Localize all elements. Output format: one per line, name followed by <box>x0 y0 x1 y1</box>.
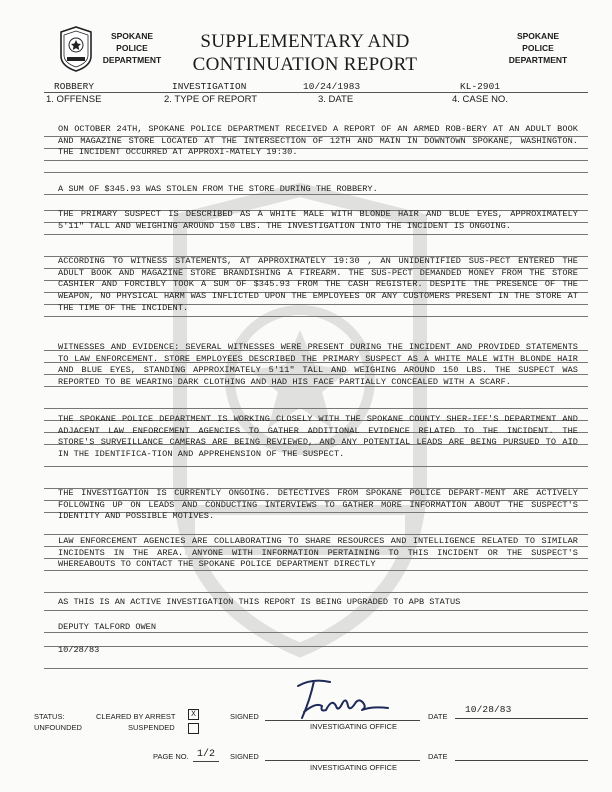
police-badge-icon <box>58 26 94 72</box>
investigating-office-label-2: INVESTIGATING OFFICE <box>310 763 397 772</box>
date-label-footer: DATE <box>428 712 448 721</box>
investigating-office-label: INVESTIGATING OFFICE <box>310 722 397 731</box>
status-suspended: SUSPENDED <box>128 723 175 732</box>
date-label-footer-2: DATE <box>428 752 448 761</box>
ruled-line <box>44 592 588 593</box>
ruled-line <box>44 466 588 467</box>
page-number-label: PAGE NO. <box>153 752 189 761</box>
date-label: 3. DATE <box>318 94 354 105</box>
report-paragraph: WITNESSES AND EVIDENCE: SEVERAL WITNESSES WERE PRESENT DURING THE INCIDENT AND PROVIDED STATEMENTS TO LAW ENFORCEMENT. STORE EMPLOYEES DESCRIBED THE PRIMARY SUSPECT AS A WHITE MALE WITH BLONDE HAIR AND BLUE EYES, STANDING APPROXIMATELY 5'11" TALL AND WEIGHING AROUND 150 LBS. THE SUSPECT WAS REPORTED TO BE WEARING DARK CLOTHING AND HAD HIS FACE PARTIALLY CONCEALED WITH A SCARF. <box>58 342 578 388</box>
report-paragraph: THE PRIMARY SUSPECT IS DESCRIBED AS A WHITE MALE WITH BLONDE HAIR AND BLUE EYES, APPROXIMATELY 5'11" TALL AND WEIGHING AROUND 150 LBS. THE INVESTIGATION INTO THE INCIDENT IS ONGOING. <box>58 209 578 231</box>
ruled-line <box>44 408 588 409</box>
type-of-report-label: 2. TYPE OF REPORT <box>164 94 258 105</box>
ruled-line <box>44 632 588 633</box>
ruled-line <box>44 172 588 173</box>
offense-value: ROBBERY <box>54 81 95 92</box>
field-row-rule <box>44 92 588 93</box>
footer-date-value: 10/28/83 <box>465 704 512 715</box>
signature-line-2 <box>265 760 420 761</box>
report-paragraph: LAW ENFORCEMENT AGENCIES ARE COLLABORATING TO SHARE RESOURCES AND INTELLIGENCE RELATED TO SIMILAR INCIDENTS IN THE AREA. ANYONE WITH INFORMATION PERTAINING TO THIS INCIDENT OR THE SUSPECT'S WHEREABOUTS TO CONTACT THE SPOKANE POLICE DEPARTMENT DIRECTLY <box>58 536 578 570</box>
ruled-line <box>44 194 588 195</box>
ruled-line <box>44 668 588 669</box>
date-line-2 <box>455 760 588 761</box>
report-paragraph: A SUM OF $345.93 WAS STOLEN FROM THE STORE DURING THE ROBBERY. <box>58 184 378 194</box>
date-line <box>455 718 588 719</box>
ruled-line <box>44 646 588 647</box>
report-paragraph: ON OCTOBER 24TH, SPOKANE POLICE DEPARTMENT RECEIVED A REPORT OF AN ARMED ROB-BERY AT AN ADULT BOOK AND MAGAZINE STORE LOCATED AT THE INTERSECTION OF 12TH AND MAIN IN DOWNTOWN SPOKANE, WASHINGTON. THE INCIDENT OCCURRED AT APPROXI-MATELY 19:30. <box>58 124 578 158</box>
report-paragraph: THE INVESTIGATION IS CURRENTLY ONGOING. DETECTIVES FROM SPOKANE POLICE DEPART-MENT ARE ACTIVELY FOLLOWING UP ON LEADS AND CONDUCTING INTERVIEWS TO GATHER MORE INFORMATION ABOUT THE SUSPECT'S IDENTITY AND POSSIBLE MOTIVES. <box>58 488 578 522</box>
report-paragraph: THE SPOKANE POLICE DEPARTMENT IS WORKING CLOSELY WITH THE SPOKANE COUNTY SHER-IFF'S DEPARTMENT AND ADJACENT LAW ENFORCEMENT AGENCIES TO GATHER ADDITIONAL EVIDENCE RELATED TO THE INCIDENT. THE STORE'S SURVEILLANCE CAMERAS ARE BEING REVIEWED, AND ANY POTENTIAL LEADS ARE BEING PURSUED TO AID IN THE IDENTIFICA-TION AND APPREHENSION OF THE SUSPECT. <box>58 414 578 460</box>
report-paragraph: ACCORDING TO WITNESS STATEMENTS, AT APPROXIMATELY 19:30 , AN UNIDENTIFIED SUS-PECT ENTERED THE ADULT BOOK AND MAGAZINE STORE BRANDISHING A FIREARM. THE SUS-PECT DEMANDED MONEY FROM THE STORE CASHIER AND FORCIBLY TOOK A SUM OF $345.93 FROM THE CASH REGISTER. DESPITE THE PRESENCE OF THE WEAPON, NO PHYSICAL HARM WAS INFLICTED UPON THE EMPLOYEES OR ANY CUSTOMERS PRESENT IN THE STORE AT THE TIME OF THE INCIDENT. <box>58 256 578 313</box>
ruled-line <box>44 316 588 317</box>
ruled-line <box>44 160 588 161</box>
ruled-line <box>44 534 588 535</box>
ruled-line <box>44 610 588 611</box>
ruled-line <box>44 234 588 235</box>
handwritten-signature <box>290 672 400 724</box>
cleared-by-arrest-checkbox[interactable]: X <box>188 709 199 720</box>
signed-label-2: SIGNED <box>230 752 259 761</box>
department-name-right: SPOKANE POLICE DEPARTMENT <box>508 31 568 65</box>
page-number-value: 1/2 <box>197 749 216 760</box>
department-name-left: SPOKANE POLICE DEPARTMENT <box>102 31 162 65</box>
case-number-label: 4. CASE NO. <box>452 94 508 105</box>
page-number-line <box>193 761 219 762</box>
status-label: STATUS: <box>34 712 65 721</box>
case-number-value: KL-2901 <box>460 81 501 92</box>
report-paragraph: AS THIS IS AN ACTIVE INVESTIGATION THIS REPORT IS BEING UPGRADED TO APB STATUS <box>58 597 461 607</box>
officer-name: DEPUTY TALFORD OWEN <box>58 622 156 632</box>
officer-date: 10/28/83 <box>58 645 100 655</box>
status-cleared-by-arrest: CLEARED BY ARREST <box>96 712 176 721</box>
suspended-checkbox[interactable] <box>188 723 199 734</box>
type-of-report-value: INVESTIGATION <box>172 81 247 92</box>
report-title: SUPPLEMENTARY AND CONTINUATION REPORT <box>192 31 418 75</box>
signed-label: SIGNED <box>230 712 259 721</box>
date-value: 10/24/1983 <box>303 81 361 92</box>
offense-label: 1. OFFENSE <box>46 94 102 105</box>
status-unfounded: UNFOUNDED <box>34 723 82 732</box>
